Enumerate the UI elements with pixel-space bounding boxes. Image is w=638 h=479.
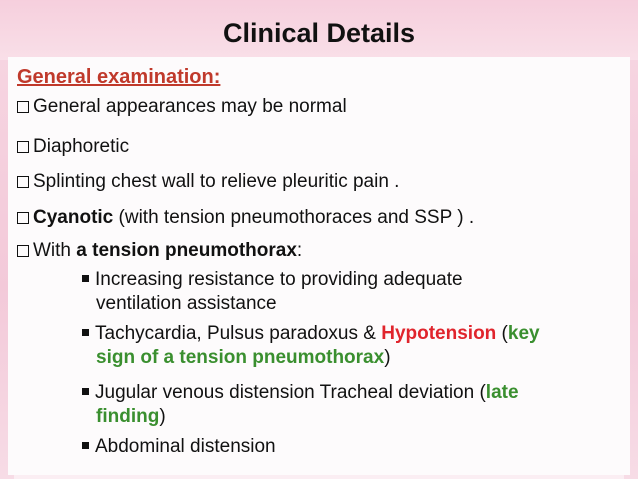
bullet-item: With a tension pneumothorax:: [17, 239, 302, 263]
square-bullet-icon: [82, 442, 89, 449]
bullet-item: Diaphoretic: [17, 135, 129, 159]
checkbox-bullet-icon: [17, 245, 29, 257]
square-bullet-icon: [82, 388, 89, 395]
sub-bullet-item: Jugular venous distension Tracheal deviation (late: [82, 381, 519, 405]
sub-bullet-item: Abdominal distension: [82, 435, 276, 459]
checkbox-bullet-icon: [17, 212, 29, 224]
checkbox-bullet-icon: [17, 101, 29, 113]
checkbox-bullet-icon: [17, 141, 29, 153]
slide-title: Clinical Details: [222, 18, 416, 48]
section-heading: General examination:: [17, 66, 221, 88]
sub-bullet-item: Increasing resistance to providing adequate: [82, 268, 463, 292]
sub-bullet-continuation: finding): [96, 406, 166, 427]
bullet-item: Cyanotic (with tension pneumothoraces and SSP ) .: [17, 206, 474, 230]
square-bullet-icon: [82, 275, 89, 282]
square-bullet-icon: [82, 329, 89, 336]
sub-bullet-continuation: sign of a tension pneumothorax): [96, 347, 391, 368]
checkbox-bullet-icon: [17, 176, 29, 188]
sub-bullet-item: Tachycardia, Pulsus paradoxus & Hypotension (key: [82, 322, 540, 346]
sub-bullet-continuation: ventilation assistance: [96, 293, 277, 314]
bullet-item: Splinting chest wall to relieve pleuritic pain .: [17, 170, 399, 194]
bullet-item: General appearances may be normal: [17, 95, 347, 119]
